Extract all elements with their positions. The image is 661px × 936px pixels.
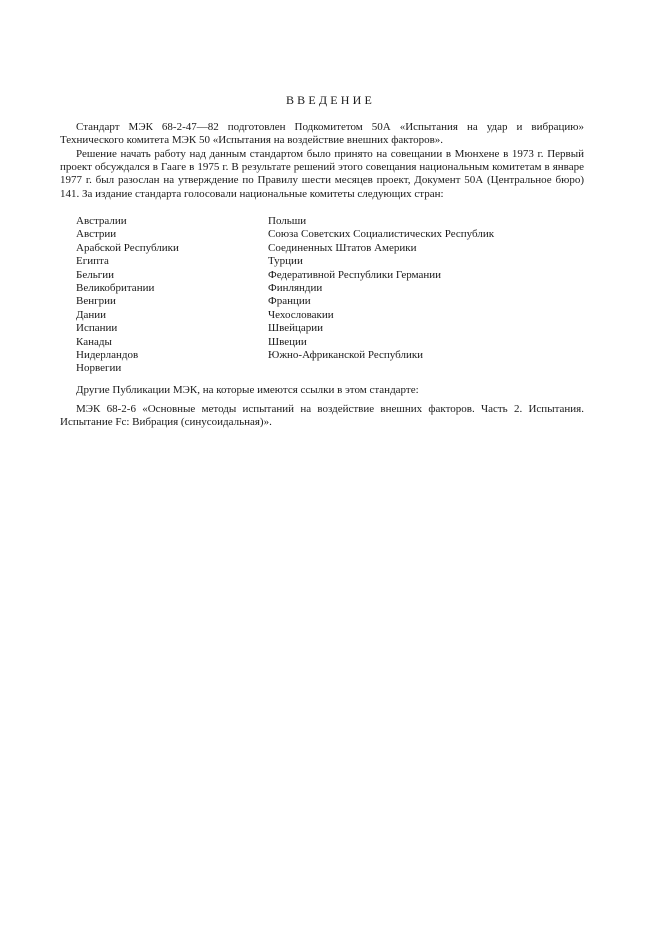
country-item: Союза Советских Социалистических Республик xyxy=(268,228,495,241)
country-item: Федеративной Республики Германии xyxy=(268,268,442,281)
country-item: Норвегии xyxy=(76,362,122,375)
country-item: Венгрии xyxy=(76,295,116,308)
country-item: Испании xyxy=(76,322,118,335)
country-item: Арабской Республики xyxy=(76,241,179,254)
paragraph-reference xyxy=(60,403,584,429)
country-item: Финляндии xyxy=(268,281,323,294)
country-item: Чехословакии xyxy=(268,308,334,321)
country-item: Соединенных Штатов Америки xyxy=(268,241,417,254)
country-item: Швейцарии xyxy=(268,322,324,335)
country-item: Турции xyxy=(268,255,303,268)
paragraph-decision-text: Решение начать работу над данным стандартом было принято на совещании в Мюнхене в 1973 г. Первый проект обсуждался в Гааге в 1975 г. В результате решений этого совещания национальным комитетам в январе 1977 г. был разослан на утверждение по Правилу шести месяцев проект, Документ 50А (Центральное бюро) 141. За издание стандарта голосовали национальные комитеты следующих стран: xyxy=(60,148,584,200)
country-item: Канады xyxy=(76,335,112,348)
country-column-left xyxy=(76,215,266,376)
country-item: Австрии xyxy=(76,228,117,241)
country-item: Южно-Африканской Республики xyxy=(268,348,424,361)
country-item: Швеции xyxy=(268,335,307,348)
country-item: Великобритании xyxy=(76,281,155,294)
country-item: Бельгии xyxy=(76,268,114,281)
country-item: Франции xyxy=(268,295,311,308)
paragraph-decision xyxy=(60,148,584,201)
page-title: ВВЕДЕНИЕ xyxy=(285,93,376,107)
country-column-right xyxy=(268,215,598,362)
paragraph-origin xyxy=(60,121,584,147)
paragraph-other-publications-text: Другие Публикации МЭК, на которые имеются ссылки в этом стандарте: xyxy=(76,384,419,396)
country-item: Нидерландов xyxy=(76,348,139,361)
paragraph-origin-text: Стандарт МЭК 68-2-47—82 подготовлен Подкомитетом 50А «Испытания на удар и вибрацию» Технического комитета МЭК 50 «Испытания на воздействие внешних факторов». xyxy=(60,121,584,147)
country-item: Польши xyxy=(268,215,307,227)
country-item: Египта xyxy=(76,255,109,268)
country-item: Австралии xyxy=(76,215,127,227)
paragraph-other-publications xyxy=(60,384,584,397)
country-item: Дании xyxy=(76,308,107,321)
paragraph-reference-text: МЭК 68-2-6 «Основные методы испытаний на воздействие внешних факторов. Часть 2. Испытания. Испытание Fc: Вибрация (синусоидальная)». xyxy=(60,403,584,429)
